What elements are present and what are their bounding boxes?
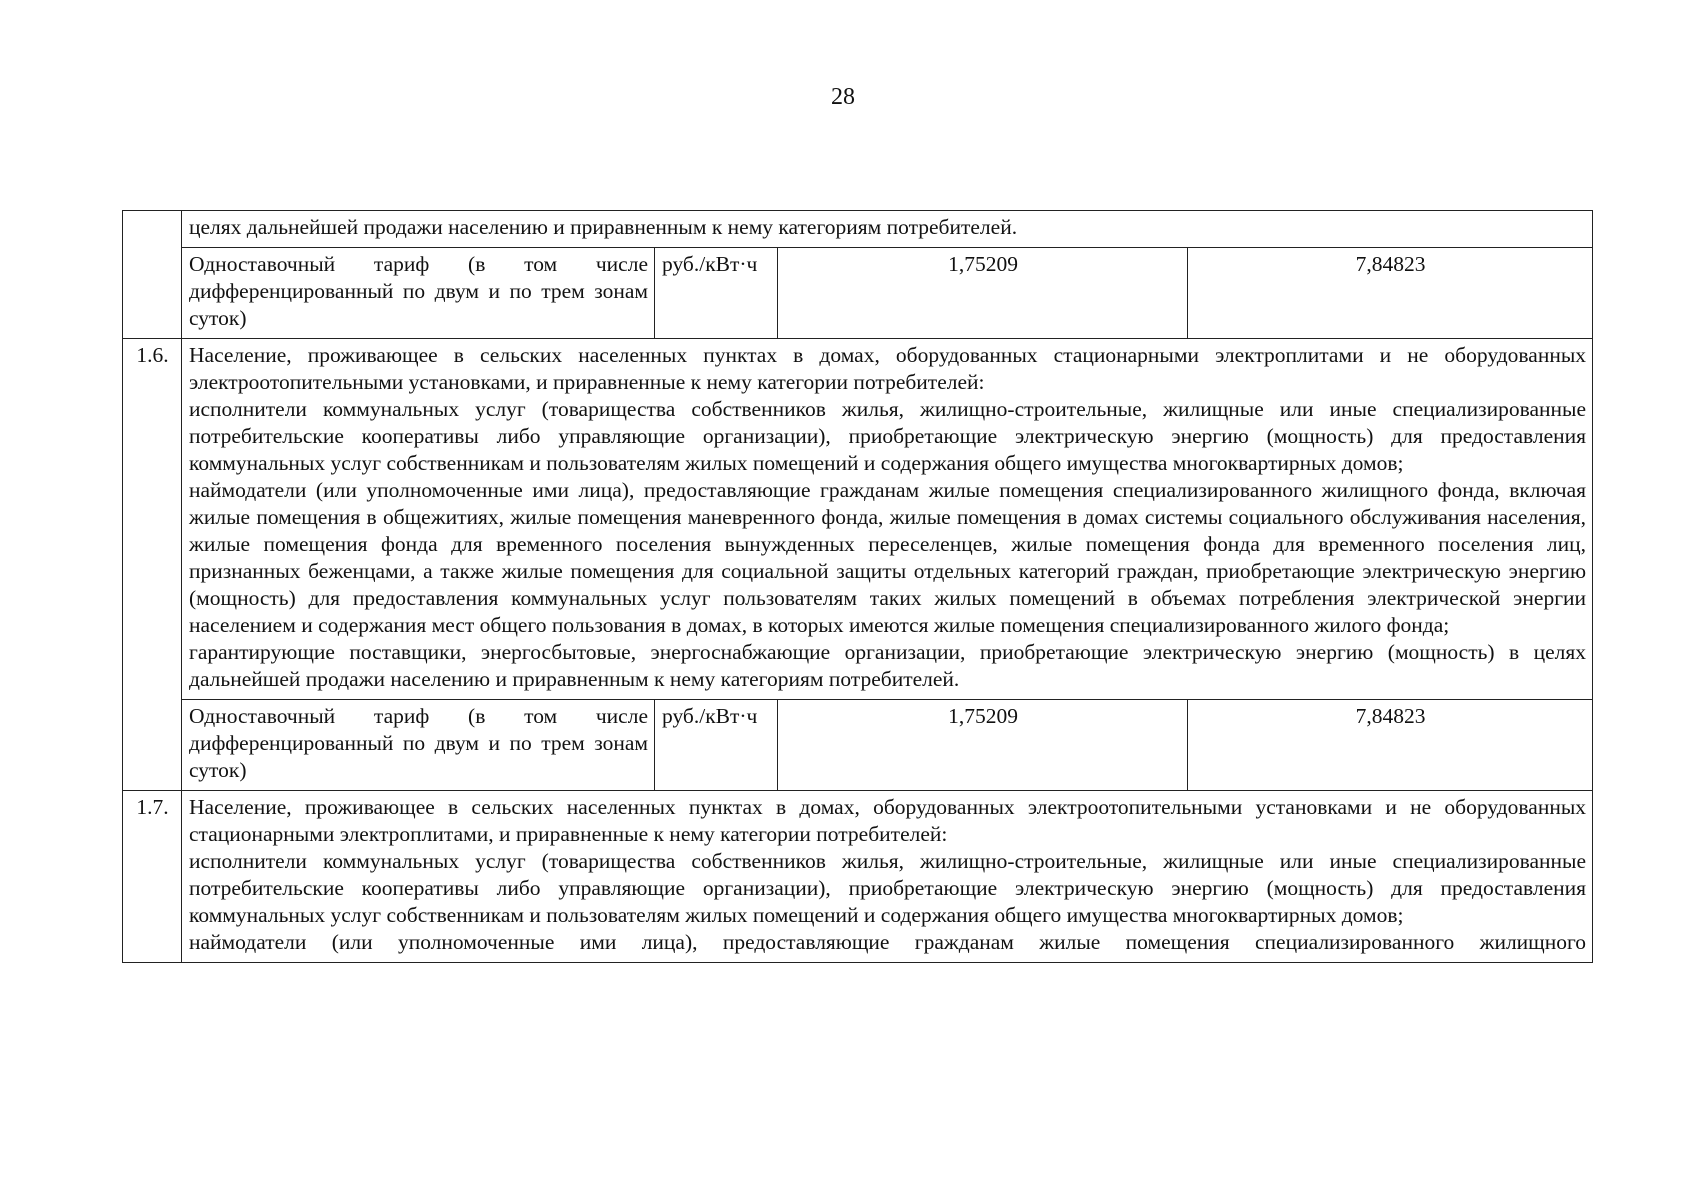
table-row (123, 211, 1593, 248)
description-paragraph: наймодатели (или уполномоченные ими лица), предоставляющие гражданам жилые помещения специализированного жилищного фонда, включая жилые помещения в общежитиях, жилые помещения маневренного фонда, жилые помещения в домах системы социального обслуживания населения, жилые помещения фонда для временного поселения вынужденных переселенцев, жилые помещения фонда для временного поселения лиц, признанных беженцами, а также жилые помещения для социальной защиты отдельных категорий граждан, приобретающие электрическую энергию (мощность) для предоставления коммунальных услуг пользователям таких жилых помещений в объемах потребления электрической энергии населением и содержания мест общего пользования в домах, в которых имеются жилые помещения специализированного жилого фонда; (189, 478, 1587, 637)
table-row (123, 339, 1593, 700)
row-number-cell (123, 211, 182, 339)
value1-cell: 1,75209 (778, 700, 1188, 791)
value1-cell: 1,75209 (778, 248, 1188, 339)
value2-cell: 7,84823 (1188, 700, 1593, 791)
description-paragraph: Население, проживающее в сельских населенных пунктах в домах, оборудованных электроотопительными установками и не оборудованных стационарными электроплитами, и приравненные к нему категории потребителей: (189, 795, 1587, 846)
row-number-cell: 1.7. (123, 791, 182, 963)
tariff-row (123, 700, 1593, 791)
description-cell (182, 791, 1593, 963)
description-paragraph: наймодатели (или уполномоченные ими лица), предоставляющие гражданам жилые помещения специализированного жилищного (189, 930, 1587, 954)
tariff-row (123, 248, 1593, 339)
tariff-label-cell: Одноставочный тариф (в том числе дифференцированный по двум и по трем зонам суток) (182, 700, 655, 791)
description-paragraph: исполнители коммунальных услуг (товарищества собственников жилья, жилищно-строительные, жилищные или иные специализированные потребительские кооперативы либо управляющие организации), приобретающие электрическую энергию (мощность) для предоставления коммунальных услуг собственникам и пользователям жилых помещений и содержания общего имущества многоквартирных домов; (189, 397, 1587, 475)
unit-cell: руб./кВт·ч (655, 248, 778, 339)
row-number-cell: 1.6. (123, 339, 182, 791)
description-cell: целях дальнейшей продажи населению и приравненным к нему категориям потребителей. (182, 211, 1593, 248)
description-paragraph: исполнители коммунальных услуг (товарищества собственников жилья, жилищно-строительные, жилищные или иные специализированные потребительские кооперативы либо управляющие организации), приобретающие электрическую энергию (мощность) для предоставления коммунальных услуг собственникам и пользователям жилых помещений и содержания общего имущества многоквартирных домов; (189, 849, 1587, 927)
description-paragraph: гарантирующие поставщики, энергосбытовые, энергоснабжающие организации, приобретающие электрическую энергию (мощность) в целях дальнейшей продажи населению и приравненным к нему категориям потребителей. (189, 640, 1587, 691)
tariff-table (122, 210, 1593, 963)
page-number: 28 (831, 84, 855, 110)
description-cell (182, 339, 1593, 700)
tariff-label-cell: Одноставочный тариф (в том числе дифференцированный по двум и по трем зонам суток) (182, 248, 655, 339)
table-row (123, 791, 1593, 963)
unit-cell: руб./кВт·ч (655, 700, 778, 791)
value2-cell: 7,84823 (1188, 248, 1593, 339)
description-paragraph: Население, проживающее в сельских населенных пунктах в домах, оборудованных стационарными электроплитами и не оборудованных электроотопительными установками, и приравненные к нему категории потребителей: (189, 343, 1587, 394)
